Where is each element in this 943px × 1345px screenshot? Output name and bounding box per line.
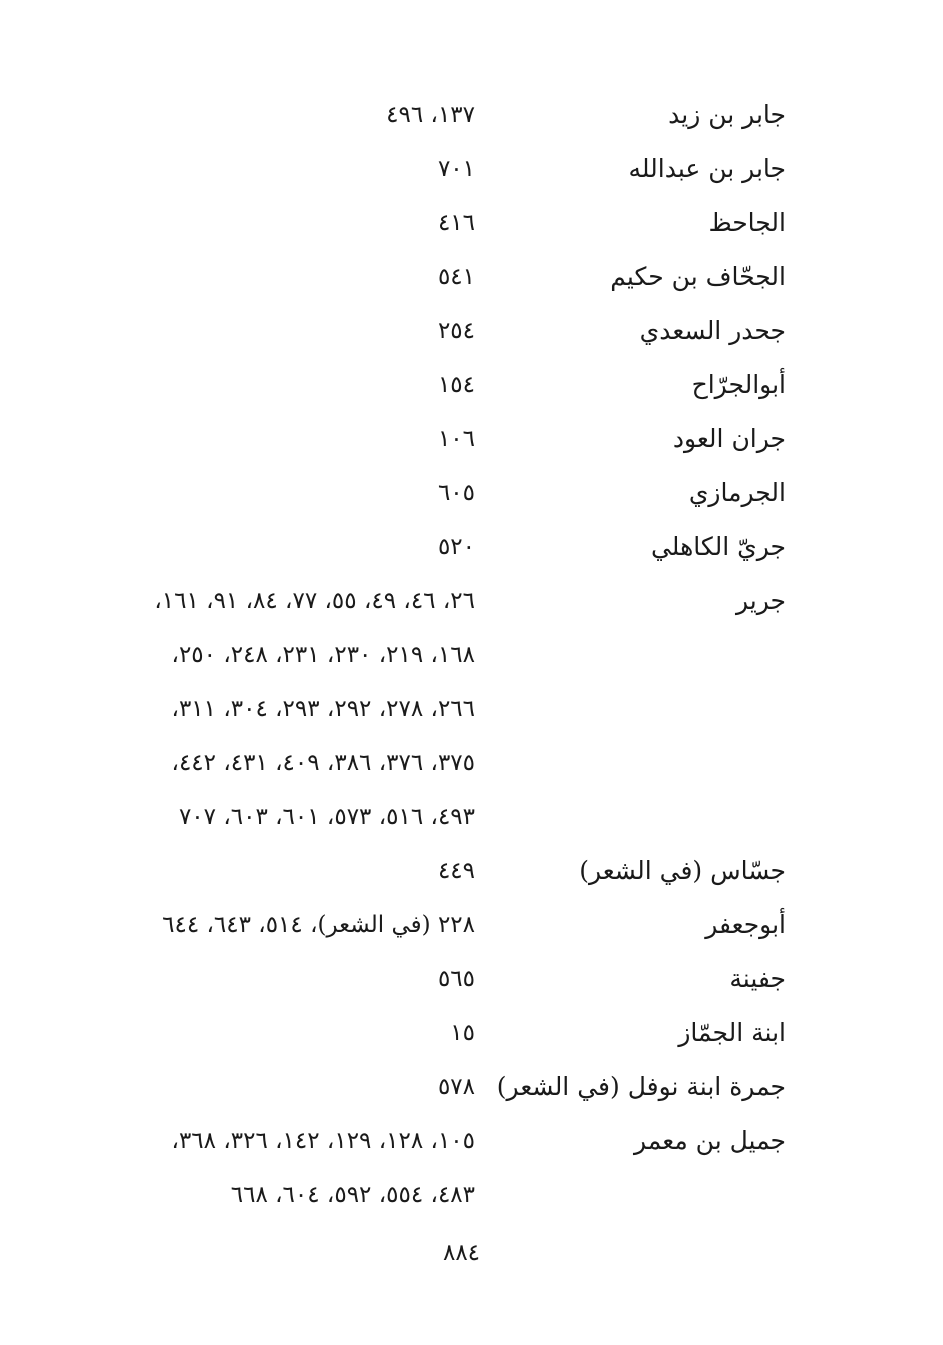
page-ref-line: ١٠٥، ١٢٨، ١٢٩، ١٤٢، ٣٢٦، ٣٦٨، xyxy=(171,1128,475,1154)
entry-name: الجرمازي xyxy=(688,478,786,507)
index-entry xyxy=(0,358,943,412)
entry-name: أبوالجرّاح xyxy=(691,370,786,399)
entry-name: ابنة الجمّاز xyxy=(678,1018,786,1047)
index-entry xyxy=(0,898,943,952)
entry-page-refs xyxy=(75,520,475,574)
page-ref-line: ٤٨٣، ٥٥٤، ٥٩٢، ٦٠٤، ٦٦٨ xyxy=(230,1182,475,1208)
entry-page-refs xyxy=(75,250,475,304)
entry-name: أبوجعفر xyxy=(705,910,786,939)
page-ref-line: ٤١٦ xyxy=(437,210,475,236)
entry-name: جابر بن زيد xyxy=(668,100,786,129)
entry-page-refs xyxy=(75,304,475,358)
entry-page-refs xyxy=(75,358,475,412)
name-index-list xyxy=(0,88,943,1222)
page-ref-line: ٣٧٥، ٣٧٦، ٣٨٦، ٤٠٩، ٤٣١، ٤٤٢، xyxy=(171,750,475,776)
page-ref-line: ٧٠١ xyxy=(437,156,475,182)
entry-name: جران العود xyxy=(672,424,786,453)
page-number: ٨٨٤ xyxy=(442,1240,481,1266)
entry-page-refs xyxy=(75,412,475,466)
page-ref-line: ٤٤٩ xyxy=(437,858,475,884)
entry-page-refs xyxy=(75,1006,475,1060)
entry-page-refs xyxy=(75,574,475,844)
index-entry xyxy=(0,412,943,466)
entry-page-refs xyxy=(75,142,475,196)
index-entry xyxy=(0,1060,943,1114)
index-entry xyxy=(0,520,943,574)
entry-name: جابر بن عبدالله xyxy=(628,154,786,183)
index-entry xyxy=(0,844,943,898)
page-ref-line: ٢٢٨ (في الشعر)، ٥١٤، ٦٤٣، ٦٤٤ xyxy=(162,912,475,938)
entry-page-refs xyxy=(75,466,475,520)
page-ref-line: ٢٦، ٤٦، ٤٩، ٥٥، ٧٧، ٨٤، ٩١، ١٦١، xyxy=(154,588,475,614)
page-ref-line: ١٠٦ xyxy=(437,426,475,452)
entry-name: الجاحظ xyxy=(708,208,786,237)
page-ref-line: ٥٦٥ xyxy=(437,966,475,992)
page-ref-line: ٢٦٦، ٢٧٨، ٢٩٢، ٢٩٣، ٣٠٤، ٣١١، xyxy=(171,696,475,722)
page-ref-line: ٢٥٤ xyxy=(437,318,475,344)
entry-name: جفينة xyxy=(729,964,786,993)
index-entry xyxy=(0,196,943,250)
entry-page-refs xyxy=(75,1060,475,1114)
index-entry xyxy=(0,574,943,844)
entry-name: جرير xyxy=(736,586,786,615)
entry-name: جحدر السعدي xyxy=(639,316,786,345)
page-ref-line: ٦٠٥ xyxy=(437,480,475,506)
index-entry xyxy=(0,250,943,304)
entry-page-refs xyxy=(75,898,475,952)
index-entry xyxy=(0,952,943,1006)
index-entry xyxy=(0,1006,943,1060)
entry-name: جميل بن معمر xyxy=(634,1126,786,1155)
entry-page-refs xyxy=(75,1114,475,1222)
page-ref-line: ١٣٧، ٤٩٦ xyxy=(386,102,475,128)
entry-name: جسّاس (في الشعر) xyxy=(579,856,786,885)
entry-page-refs xyxy=(75,844,475,898)
entry-page-refs xyxy=(75,952,475,1006)
page-ref-line: ٥٧٨ xyxy=(437,1074,475,1100)
entry-page-refs xyxy=(75,88,475,142)
index-entry xyxy=(0,466,943,520)
index-entry xyxy=(0,304,943,358)
entry-name: جمرة ابنة نوفل (في الشعر) xyxy=(496,1072,786,1101)
page-ref-line: ١٥ xyxy=(450,1020,475,1046)
index-entry xyxy=(0,142,943,196)
page-ref-line: ١٦٨، ٢١٩، ٢٣٠، ٢٣١، ٢٤٨، ٢٥٠، xyxy=(171,642,475,668)
entry-page-refs xyxy=(75,196,475,250)
index-entry xyxy=(0,88,943,142)
page-ref-line: ٥٢٠ xyxy=(437,534,475,560)
page-ref-line: ٥٤١ xyxy=(437,264,475,290)
entry-name: جريّ الكاهلي xyxy=(650,532,786,561)
page-ref-line: ٤٩٣، ٥١٦، ٥٧٣، ٦٠١، ٦٠٣، ٧٠٧ xyxy=(178,804,475,830)
index-entry xyxy=(0,1114,943,1222)
page-ref-line: ١٥٤ xyxy=(437,372,475,398)
entry-name: الجحّاف بن حكيم xyxy=(610,262,786,291)
